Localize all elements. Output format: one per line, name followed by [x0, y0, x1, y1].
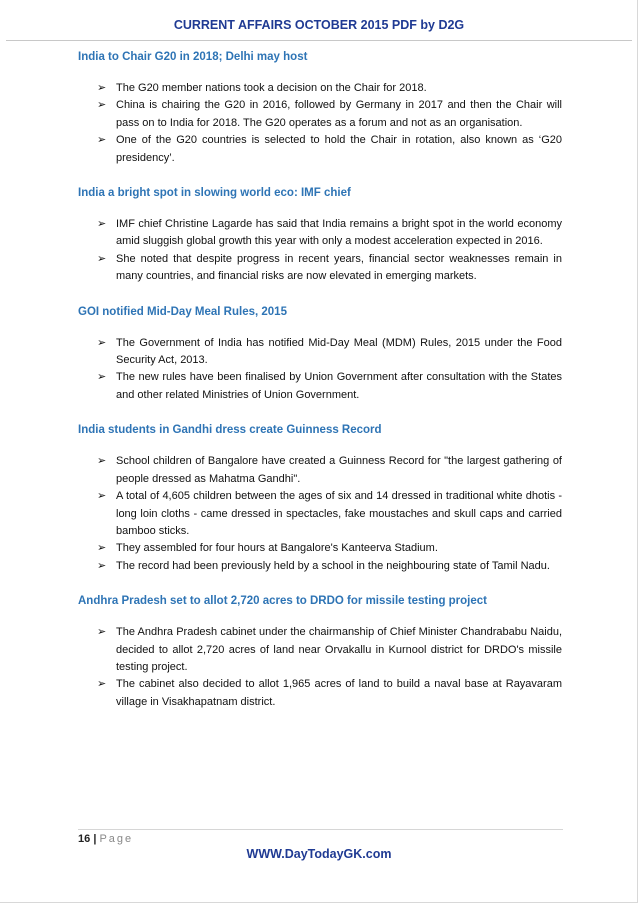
- section-guinness-record: [78, 422, 562, 575]
- page-number: 16: [78, 833, 91, 845]
- section-imf: [78, 185, 562, 286]
- bullet-text: The cabinet also decided to allot 1,965 acres of land to build a naval base at Rayavaram village in Visakhapatnam district.: [116, 678, 562, 708]
- bullet-list: [78, 335, 562, 405]
- list-item: [78, 132, 562, 167]
- bullet-text: They assembled for four hours at Bangalore's Kanteerva Stadium.: [116, 542, 438, 555]
- list-item: [78, 624, 562, 676]
- list-item: [78, 488, 562, 540]
- arrow-bullet-icon: ➢: [97, 455, 107, 468]
- list-item: [78, 216, 562, 251]
- section-title: Andhra Pradesh set to allot 2,720 acres to DRDO for missile testing project: [78, 595, 488, 608]
- list-item: [78, 540, 562, 557]
- arrow-bullet-icon: ➢: [97, 626, 107, 639]
- list-item: [78, 335, 562, 370]
- bullet-text: She noted that despite progress in recent years, financial sector weaknesses remain in many countries, and financial risks are now elevated in emerging markets.: [116, 252, 562, 283]
- bullet-text: The G20 member nations took a decision on the Chair for 2018.: [116, 82, 427, 94]
- arrow-bullet-icon: ➢: [97, 134, 107, 147]
- page-separator: |: [93, 833, 97, 845]
- section-title: India students in Gandhi dress create Guinness Record: [78, 424, 382, 437]
- page-label: Page: [99, 833, 134, 845]
- section-title: India to Chair G20 in 2018; Delhi may host: [78, 51, 308, 63]
- list-item: [78, 80, 562, 97]
- bullet-text: School children of Bangalore have created a Guinness Record for "the largest gathering of people dressed as Mahatma Gandhi".: [116, 455, 562, 485]
- arrow-bullet-icon: ➢: [97, 99, 107, 112]
- bullet-text: IMF chief Christine Lagarde has said that India remains a bright spot in the world economy amid sluggish global growth this year with only a modest acceleration expected in 2016.: [116, 218, 562, 248]
- list-item: [78, 97, 562, 132]
- list-item: [78, 676, 562, 711]
- arrow-bullet-icon: ➢: [97, 559, 107, 572]
- list-item: [78, 453, 562, 488]
- bullet-text: One of the G20 countries is selected to hold the Chair in rotation, also known as ‘G20 presidency’.: [116, 134, 562, 164]
- section-mid-day-meal: [78, 304, 562, 405]
- bullet-text: The Government of India has notified Mid-Day Meal (MDM) Rules, 2015 under the Food Security Act, 2013.: [116, 336, 562, 367]
- bullet-list: [78, 453, 562, 575]
- header-divider: [6, 40, 632, 41]
- arrow-bullet-icon: ➢: [97, 218, 107, 231]
- arrow-bullet-icon: ➢: [97, 678, 107, 691]
- section-title: GOI notified Mid-Day Meal Rules, 2015: [78, 305, 287, 318]
- page-content: [78, 49, 562, 711]
- list-item: [78, 558, 562, 575]
- page-number-footer: [78, 833, 133, 845]
- arrow-bullet-icon: ➢: [97, 252, 107, 265]
- bullet-list: [78, 216, 562, 286]
- section-drdo-land: [78, 593, 562, 711]
- section-title: India a bright spot in slowing world eco: IMF chief: [78, 187, 351, 200]
- arrow-bullet-icon: ➢: [97, 82, 107, 94]
- bullet-text: A total of 4,605 children between the ages of six and 14 dressed in traditional white dhotis - long loin cloths - came dressed in spectacles, fake moustaches and skull caps and carried bamboo sticks.: [116, 490, 562, 537]
- bullet-text: The record had been previously held by a school in the neighbouring state of Tamil Nadu.: [116, 559, 550, 572]
- bullet-text: The Andhra Pradesh cabinet under the chairmanship of Chief Minister Chandrababu Naidu, decided to allot 2,720 acres of land near Orvakallu in Kurnool district for DRDO's missile testing project.: [116, 626, 562, 673]
- arrow-bullet-icon: ➢: [97, 542, 107, 555]
- arrow-bullet-icon: ➢: [97, 490, 107, 503]
- footer-divider: [78, 829, 563, 830]
- bullet-list: [78, 80, 562, 167]
- page-header-title: CURRENT AFFAIRS OCTOBER 2015 PDF by D2G: [173, 18, 465, 32]
- list-item: [78, 251, 562, 286]
- arrow-bullet-icon: ➢: [97, 371, 107, 384]
- bullet-text: China is chairing the G20 in 2016, followed by Germany in 2017 and then the Chair will pass on to India for 2018. The G20 operates as a forum and not as an organisation.: [116, 99, 562, 129]
- list-item: [78, 369, 562, 404]
- bullet-text: The new rules have been finalised by Union Government after consultation with the States and other related Ministries of Union Government.: [116, 371, 562, 401]
- footer-website: WWW.DayTodayGK.com: [246, 847, 392, 861]
- arrow-bullet-icon: ➢: [97, 336, 107, 349]
- bullet-list: [78, 624, 562, 711]
- section-g20: [78, 49, 562, 167]
